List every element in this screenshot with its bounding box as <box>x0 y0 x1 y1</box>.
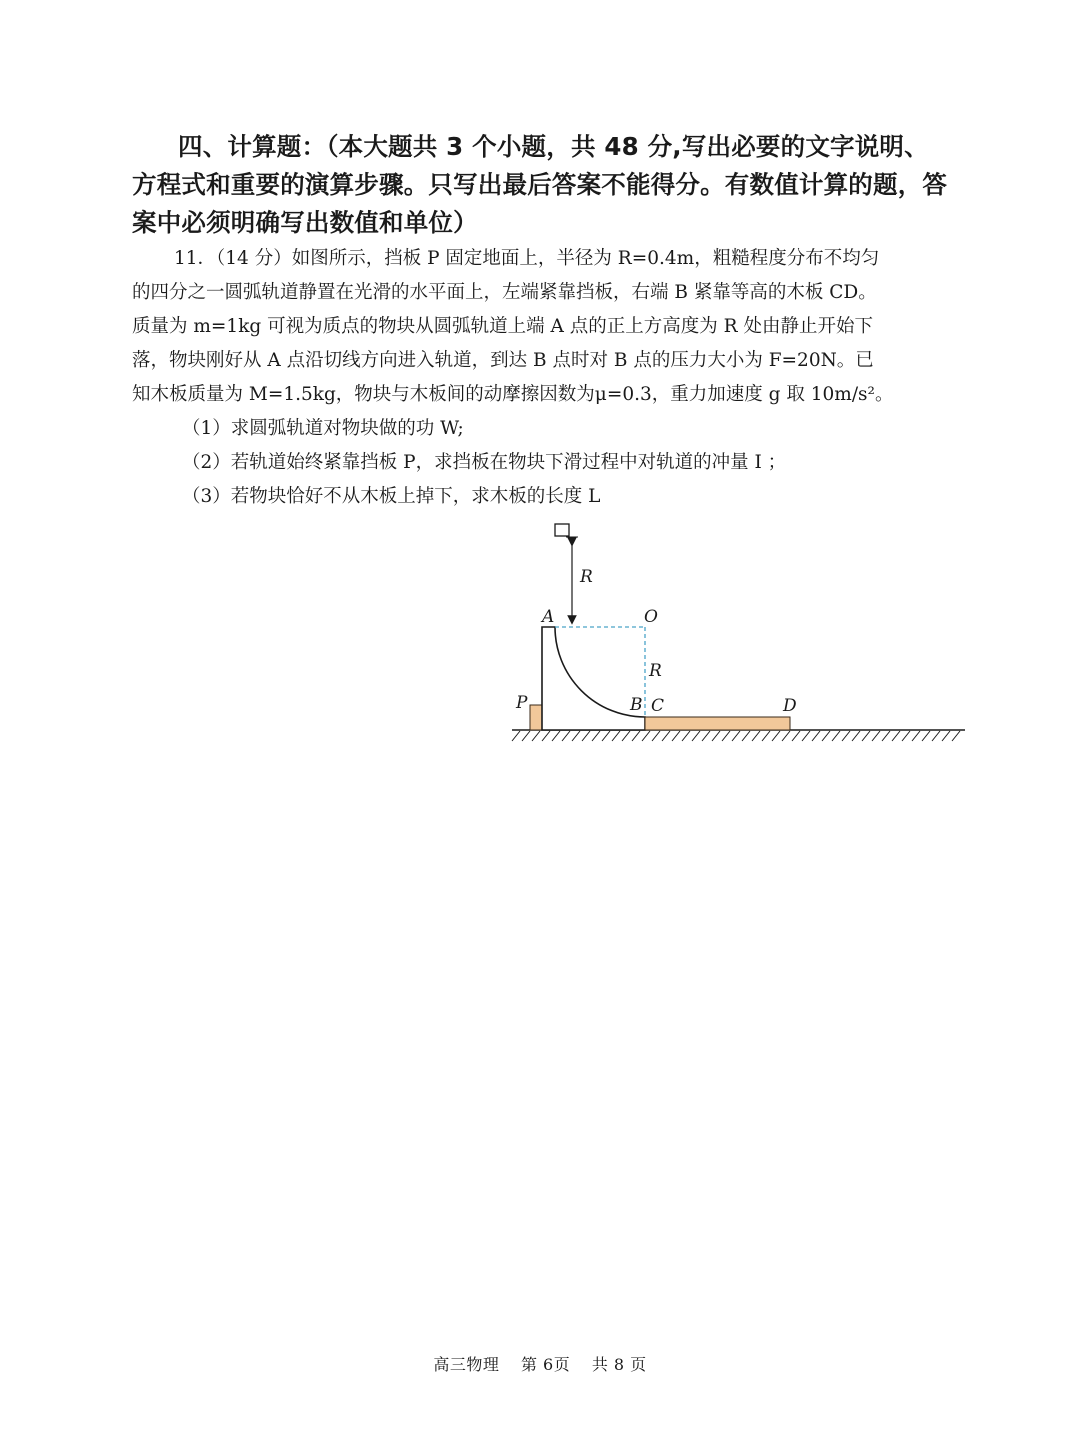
question-part-2: （2）若轨道始终紧靠挡板 P，求挡板在物块下滑过程中对轨道的冲量 I ； <box>182 452 787 473</box>
section-heading: 四、计算题：（本大题共 3 个小题，共 48 分,写出必要的文字说明、方程式和重要的演算步骤。只写出最后答案不能得分。有数值计算的题，答案中必须明确写出数值和单位） <box>132 132 948 237</box>
plank-cd <box>645 717 790 730</box>
page-footer <box>0 1352 1080 1375</box>
physics-diagram <box>500 512 970 748</box>
question-part-3: （3）若物块恰好不从木板上掉下，求木板的长度 L <box>182 486 601 507</box>
label-b: B <box>630 695 643 715</box>
question-line: 落，物块刚好从 A 点沿切线方向进入轨道，到达 B 点时对 B 点的压力大小为 F=20N。已 <box>132 350 874 371</box>
question-11 <box>132 242 952 514</box>
question-line: 11．（14 分）如图所示，挡板 P 固定地面上，半径为 R=0.4m，粗糙程度分布不均匀 <box>174 248 880 269</box>
label-p: P <box>516 693 528 713</box>
label-c: C <box>651 696 665 716</box>
footer-total: 共 8 页 <box>591 1355 647 1374</box>
label-a: A <box>542 607 555 627</box>
question-part-1: （1）求圆弧轨道对物块做的功 W; <box>182 418 464 439</box>
small-block <box>555 524 569 536</box>
barrier-p <box>530 705 542 730</box>
diagram-svg <box>500 512 970 748</box>
ground-hatching <box>512 731 960 741</box>
label-r-right: R <box>649 661 662 681</box>
question-line: 知木板质量为 M=1.5kg，物块与木板间的动摩擦因数为μ=0.3，重力加速度 g 取 10m/s²。 <box>132 384 894 405</box>
question-line: 质量为 m=1kg 可视为质点的物块从圆弧轨道上端 A 点的正上方高度为 R 处由静止开始下 <box>132 316 873 337</box>
label-r-top: R <box>580 567 593 587</box>
label-d: D <box>783 696 797 716</box>
footer-subject: 高三物理 <box>433 1355 500 1374</box>
label-o: O <box>644 607 658 627</box>
footer-page: 第 6页 <box>520 1355 571 1374</box>
question-line: 的四分之一圆弧轨道静置在光滑的水平面上，左端紧靠挡板，右端 B 紧靠等高的木板 CD。 <box>132 282 877 303</box>
